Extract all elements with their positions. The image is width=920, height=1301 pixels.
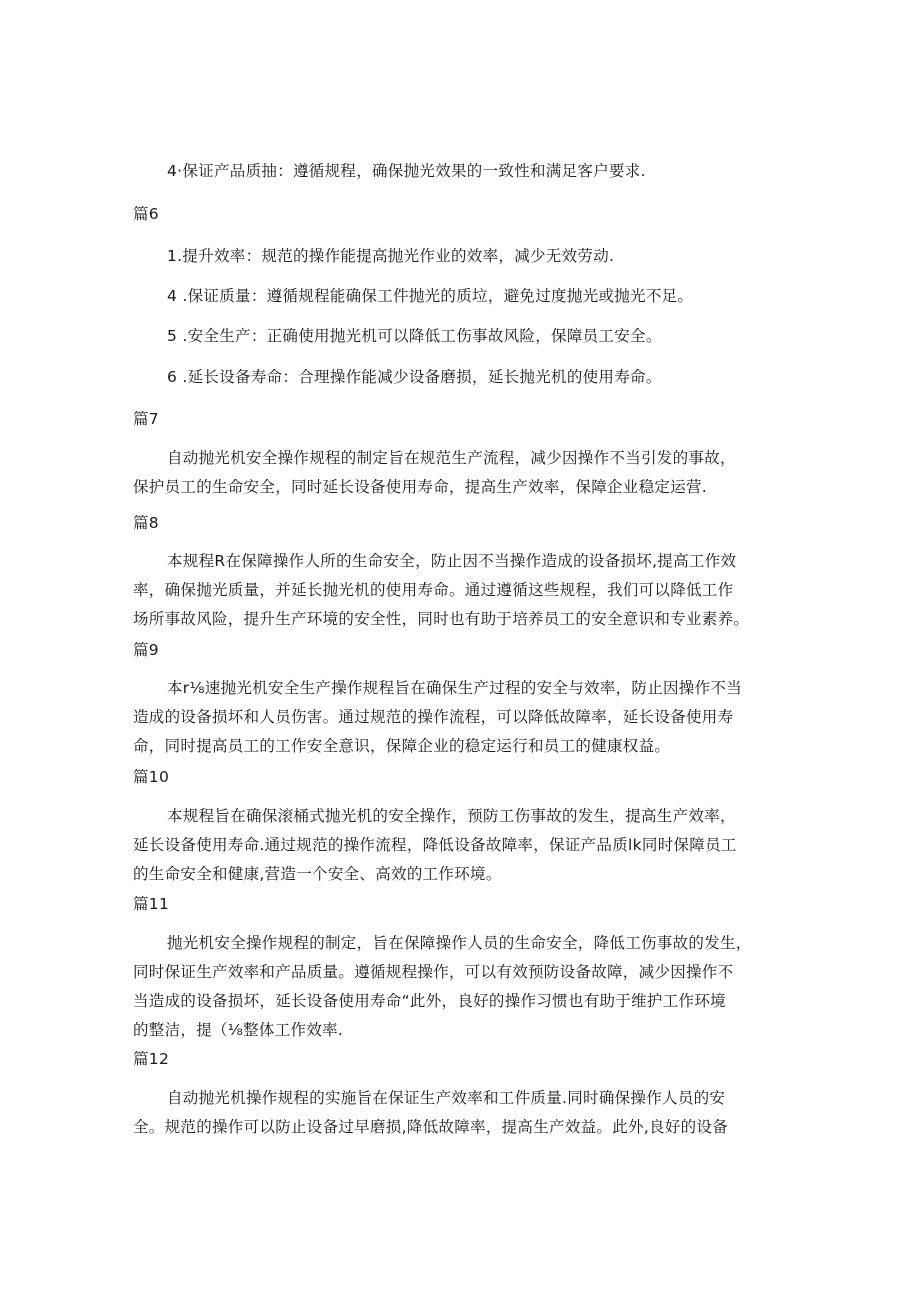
paragraph-line: 全。规范的操作可以防止设备过早磨损,降低故障率，提高生产效益。此外,良好的设备 (133, 1118, 729, 1136)
paragraph-line: 本r⅛速抛光机安全生产操作规程旨在确保生产过程的安全与效率，防止因操作不当 (167, 679, 742, 697)
paragraph-line: 同时保证生产效率和产品质量。遵循规程操作，可以有效预防设备故障，减少因操作不 (133, 963, 734, 981)
list-item: 1.提升效率：规范的操作能提高抛光作业的效率，减少无效劳动. (167, 247, 615, 265)
paragraph-line: 的整洁，提（⅛整体工作效率. (133, 1021, 344, 1039)
paragraph-line: 造成的设备损坏和人员伤害。通过规范的操作流程，可以降低故障率，延长设备使用寿 (133, 708, 734, 726)
paragraph (133, 805, 785, 885)
paragraph-line: 自动抛光机安全操作规程的制定旨在规范生产流程，减少因操作不当引发的事故， (167, 449, 736, 467)
section-heading: 篇9 (133, 641, 159, 659)
list-item: 4 .保证质量：遵循规程能确保工件抛光的质垃，避免过度抛光或抛光不足。 (167, 287, 694, 305)
paragraph (133, 932, 785, 1041)
list-item: 6 .延长设备寿命：合理操作能减少设备磨损，延长抛光机的使用寿命。 (167, 368, 662, 386)
paragraph (133, 1087, 785, 1138)
section-heading: 篇12 (133, 1050, 170, 1068)
paragraph-line: 命，同时提高员工的工作安全意识，保障企业的稳定运行和员工的健康权益。 (133, 737, 671, 755)
section-heading: 篇10 (133, 768, 170, 786)
paragraph-line: 保护员工的生命安全，同时延长设备使用寿命，提高生产效率，保障企业稳定运营. (133, 478, 708, 496)
paragraph-line: 本规程R在保障操作人所的生命安全，防止因不当操作造成的设备损坏,提高工作效 (167, 552, 737, 570)
section-heading: 篇8 (133, 514, 159, 532)
paragraph-line: 抛光机安全操作规程的制定，旨在保障操作人员的生命安全，降低工伤事故的发生， (167, 934, 752, 952)
paragraph (133, 447, 785, 498)
paragraph (133, 677, 785, 757)
paragraph-line: 本规程旨在确保滚桶式抛光机的安全操作，预防工伤事故的发生，提高生产效率， (167, 807, 736, 825)
paragraph-line: 自动抛光机操作规程的实施旨在保证生产效率和工件质量.同时确保操作人员的安 (167, 1089, 726, 1107)
paragraph-line: 的生命安全和健康,营造一个安全、高效的工作环境。 (133, 865, 502, 883)
section-heading: 篇6 (133, 205, 159, 223)
paragraph-line: 率，确保抛光质量，并延长抛光机的使用寿命。通过遵循这些规程，我们可以降低工作 (133, 581, 734, 599)
paragraph (133, 550, 785, 630)
paragraph-line: 延长设备使用寿命.通过规范的操作流程，降低设备故障率，保证产品质lk同时保障员工 (133, 836, 737, 854)
section-heading: 篇7 (133, 410, 159, 428)
paragraph-line: 场所事故风险，提升生产环境的安全性，同时也有助于培养员工的安全意识和专业素养。 (133, 610, 750, 628)
paragraph-line: 当造成的设备损坏，延长设备使用寿命“此外，良好的操作习惯也有助于维护工作环境 (133, 992, 726, 1010)
section-heading: 篇11 (133, 895, 170, 913)
list-item: 5 .安全生产：正确使用抛光机可以降低工伤事故风险，保障员工安全。 (167, 327, 662, 345)
list-item: 4·保证产品质抽：遵循规程，确保抛光效果的一致性和满足客户要求. (167, 162, 646, 180)
